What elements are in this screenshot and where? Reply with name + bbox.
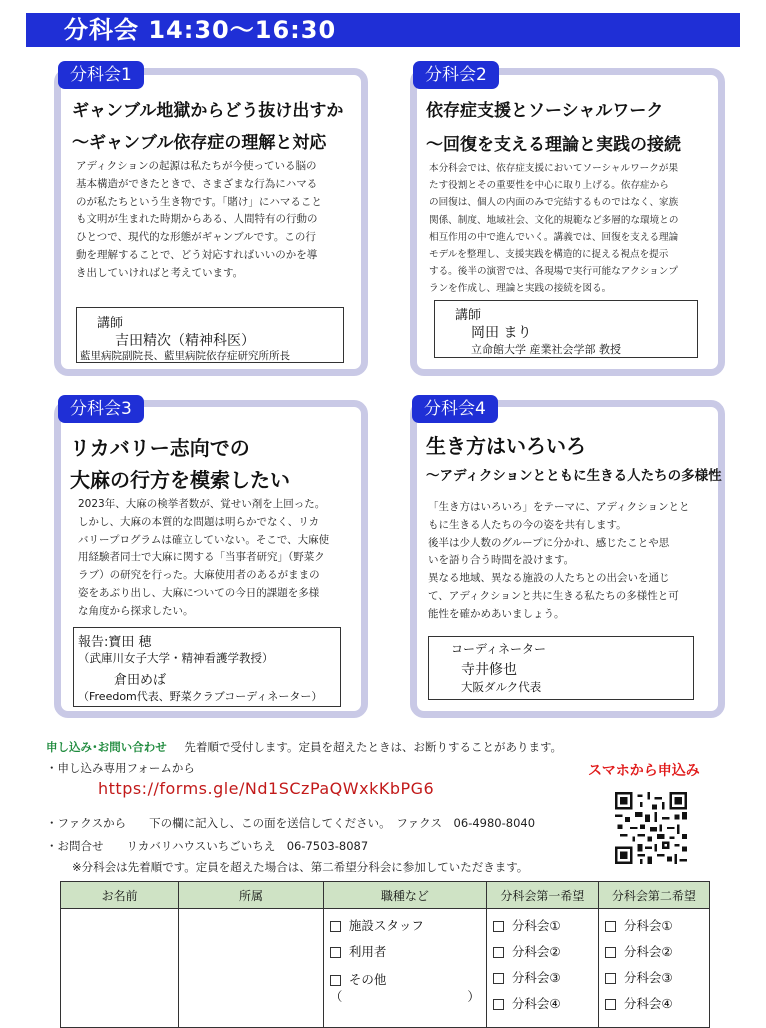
session-subtitle: 大麻の行方を模索したい: [70, 468, 290, 492]
first-choice-options: [486, 909, 598, 1028]
qr-code-icon[interactable]: [615, 792, 687, 864]
speaker-affiliation: 藍里病院副院長、藍里病院依存症研究所所長: [80, 350, 290, 362]
speaker-label: 講師: [455, 308, 482, 323]
first-choice-checkbox[interactable]: 分科会③: [493, 965, 592, 991]
checkbox-icon: [605, 947, 616, 958]
session-badge: 分科会3: [58, 395, 144, 423]
job-type-options: [323, 909, 486, 1028]
second-choice-checkbox[interactable]: 分科会③: [605, 965, 703, 991]
speaker-name: 倉田めば: [114, 673, 167, 688]
second-choice-checkbox[interactable]: 分科会②: [605, 939, 703, 965]
second-choice-options: [598, 909, 709, 1028]
session-description: 2023年、大麻の検挙者数が、覚せい剤を上回った。 しかし、大麻の本質的な問題は明らかでなく、リカ バリープログラムは確立していない。そこで、大麻使 用経験者同士で大麻に関する「当事者研究」（野菜ク ラブ）の研究を行った。大麻使用者のあるがままの 姿をあぶり出し、大麻についての今日的課題を多様 な角度から探求したい。: [78, 498, 330, 617]
speaker-affiliation: （武庫川女子大学・精神看護学教授）: [78, 651, 274, 665]
speaker-box: [76, 307, 344, 363]
header-bar: [26, 13, 740, 47]
checkbox-icon: [605, 921, 616, 932]
speaker-label: 講師: [97, 316, 124, 331]
session-title: 依存症支援とソーシャルワーク: [426, 101, 664, 121]
first-choice-checkbox[interactable]: 分科会④: [493, 991, 592, 1017]
speaker-affiliation: 大阪ダルク代表: [461, 680, 542, 694]
session-badge: 分科会2: [413, 61, 499, 89]
apply-note: 先着順で受付します。定員を超えたときは、お断りすることがあります。: [184, 740, 563, 754]
contact-line: ・お問合せ リカバリハウスいちごいちえ 06-7503-8087: [46, 839, 369, 853]
apply-info: [46, 739, 562, 755]
checkbox-icon: [330, 975, 341, 986]
affiliation-header: 所属: [179, 882, 324, 909]
second-choice-checkbox[interactable]: 分科会④: [605, 991, 703, 1017]
speaker-name: 吉田精次（精神科医）: [115, 333, 255, 349]
session-title: 生き方はいろいろ: [426, 434, 586, 458]
speaker-label: コーディネーター: [451, 642, 547, 656]
speaker-box: [73, 627, 341, 707]
session-subtitle: 〜ギャンブル依存症の理解と対応: [72, 133, 327, 153]
checkbox-icon: [493, 921, 504, 932]
session-subtitle: 〜アディクションとともに生きる人たちの多様性: [426, 468, 722, 484]
fax-line: ・ファクスから 下の欄に記入し、この面を送信してください。 ファクス 06-4980-8040: [46, 816, 536, 830]
speaker-name: 寺井修也: [461, 662, 517, 678]
checkbox-icon: [493, 947, 504, 958]
speaker-affiliation: （Freedom代表、野菜クラブコーディネーター）: [78, 690, 323, 703]
header-title: 分科会 14:30〜16:30: [64, 16, 337, 44]
job-option-checkbox[interactable]: その他: [330, 971, 480, 989]
speaker-box: [428, 636, 694, 700]
speaker-affiliation: 立命館大学 産業社会学部 教授: [471, 343, 621, 356]
note-line: ※分科会は先着順です。定員を超えた場合は、第二希望分科会に参加していただきます。: [72, 860, 529, 874]
affiliation-field[interactable]: [179, 909, 324, 1028]
first-choice-header: 分科会第一希望: [486, 882, 598, 909]
session-description: 「生き方はいろいろ」をテーマに、アディクションとと もに生きる人たちの今の姿を共有します。 後半は少人数のグループに分かれ、感じたことや思 いを語り合う時間を設けます。 異なる地域、異なる施設の人たちとの出会いを通じ て、アディクションと共に生きる私たちの多様性と可 能性を確かめあいましょう。: [428, 501, 690, 620]
apply-label: 申し込み･お問い合わせ: [46, 740, 167, 754]
name-header: お名前: [61, 882, 179, 909]
checkbox-icon: [493, 973, 504, 984]
job-type-header: 職種など: [323, 882, 486, 909]
session-title: ギャンブル地獄からどう抜け出すか: [72, 101, 344, 121]
checkbox-icon: [605, 999, 616, 1010]
speaker-box: [434, 300, 698, 358]
registration-form-table: [60, 881, 710, 1028]
first-choice-checkbox[interactable]: 分科会②: [493, 939, 592, 965]
job-other-field[interactable]: （ ）: [329, 989, 480, 1004]
speaker-name: 岡田 まり: [471, 325, 532, 341]
checkbox-icon: [330, 947, 341, 958]
session-badge: 分科会1: [58, 61, 144, 89]
checkbox-icon: [330, 921, 341, 932]
job-option-checkbox[interactable]: 施設スタッフ: [330, 913, 480, 939]
smartphone-apply-label: スマホから申込み: [588, 763, 700, 779]
first-choice-checkbox[interactable]: 分科会①: [493, 913, 592, 939]
session-badge: 分科会4: [412, 395, 498, 423]
second-choice-header: 分科会第二希望: [598, 882, 709, 909]
session-title: リカバリー志向での: [70, 436, 250, 460]
speaker-line: 報告:寶田 穂: [78, 635, 152, 650]
second-choice-checkbox[interactable]: 分科会①: [605, 913, 703, 939]
session-subtitle: 〜回復を支える理論と実践の接続: [426, 135, 681, 155]
application-form-link[interactable]: https://forms.gle/Nd1SCzPaQWxkKbPG6: [98, 779, 435, 798]
job-option-checkbox[interactable]: 利用者: [330, 939, 480, 965]
checkbox-icon: [605, 973, 616, 984]
checkbox-icon: [493, 999, 504, 1010]
session-description: アディクションの起源は私たちが今使っている脳の 基本構造ができたときで、さまざまな行為にハマる のが私たちという生き物です。「賭け」にハマること も文明が生まれた時期からある、人間特有の行動の ひとつで、現代的な形態がギャンブルです。この行 動を理解することで、どう対応すればいいのかを導 き出していければと考えています。: [76, 160, 322, 279]
session-description: 本分科会では、依存症支援においてソーシャルワークが果 たす役割とその重要性を中心に取り上げる。依存症から の回復は、個人の内面のみで完結するものではなく、家族 関係、制度、地域社会、文化的規範など多層的な環境との 相互作用の中で進んでいく。講義では、回復を支える理論 モデルを整理し、支援実践を構造的に捉える視点を提示 する。後半の演習では、各現場で実行可能なアクションプ ランを作成し、理論と実践の接続を図る。: [429, 163, 679, 295]
name-field[interactable]: [61, 909, 179, 1028]
form-line: ・申し込み専用フォームから: [46, 761, 195, 775]
